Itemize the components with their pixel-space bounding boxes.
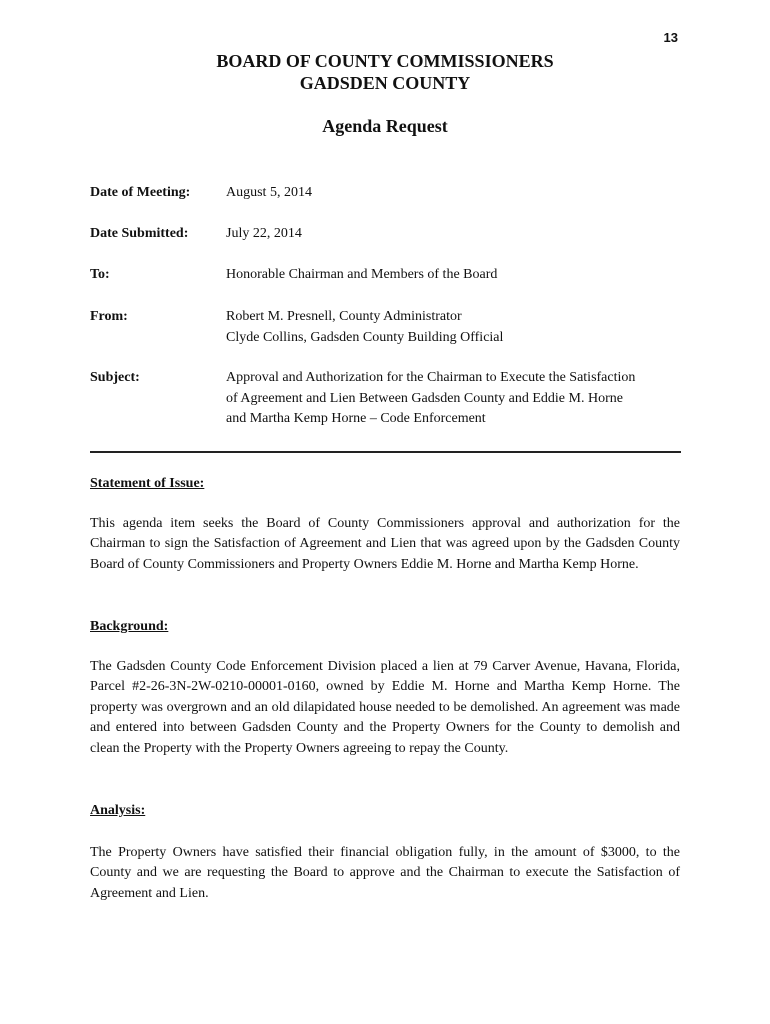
page-number: 13 <box>663 30 678 45</box>
background-heading: Background: <box>90 619 169 634</box>
to-value: Honorable Chairman and Members of the Board <box>226 267 498 282</box>
subject-line-3: and Martha Kemp Horne – Code Enforcement <box>226 411 486 426</box>
subject-line-2: of Agreement and Lien Between Gadsden County and Eddie M. Horne <box>226 390 623 406</box>
analysis-heading: Analysis: <box>90 803 146 818</box>
analysis-paragraph: The Property Owners have satisfied their financial obligation fully, in the amount of $3000, to the County and we are requesting the Board to approve and the Chairman to execute the Satisfaction of Agreement and Lien. <box>90 845 680 901</box>
statement-paragraph: This agenda item seeks the Board of County Commissioners approval and authorization for the Chairman to sign the Satisfaction of Agreement and Lien that was agreed upon by the Gadsden County Board of County Commissioners and Property Owners Eddie M. Horne and Martha Kemp Horne. <box>90 516 680 572</box>
subject-label: Subject: <box>90 370 140 385</box>
subject-value <box>226 368 686 430</box>
subject-line-1: Approval and Authorization for the Chairman to Execute the Satisfaction <box>226 370 636 385</box>
statement-heading: Statement of Issue: <box>90 476 205 491</box>
from-value <box>226 307 686 348</box>
document-header <box>0 50 770 94</box>
header-board-name: BOARD OF COUNTY COMMISSIONERS <box>216 51 554 71</box>
header-county-name: GADSDEN COUNTY <box>299 73 471 93</box>
meeting-date-value: August 5, 2014 <box>226 185 312 200</box>
page-title: Agenda Request <box>322 116 448 136</box>
from-line-2: Clyde Collins, Gadsden County Building Official <box>226 329 504 345</box>
background-paragraph: The Gadsden County Code Enforcement Division placed a lien at 79 Carver Avenue, Havana, Florida, Parcel #2-26-3N-2W-0210-00001-0160, owned by Eddie M. Horne and Martha Kemp Horne. The property was overgrown and an old dilapidated house needed to be demolished. An agreement was made and entered into between Gadsden County and the Property Owners for the County to demolish and clean the Property with the Property Owners agreeing to repay the County. <box>90 659 680 756</box>
date-submitted-label: Date Submitted: <box>90 226 189 241</box>
from-label: From: <box>90 309 128 324</box>
to-label: To: <box>90 267 110 282</box>
date-submitted-value: July 22, 2014 <box>226 226 302 241</box>
section-divider <box>90 451 681 453</box>
from-line-1: Robert M. Presnell, County Administrator <box>226 309 462 324</box>
meeting-date-label: Date of Meeting: <box>90 185 191 200</box>
